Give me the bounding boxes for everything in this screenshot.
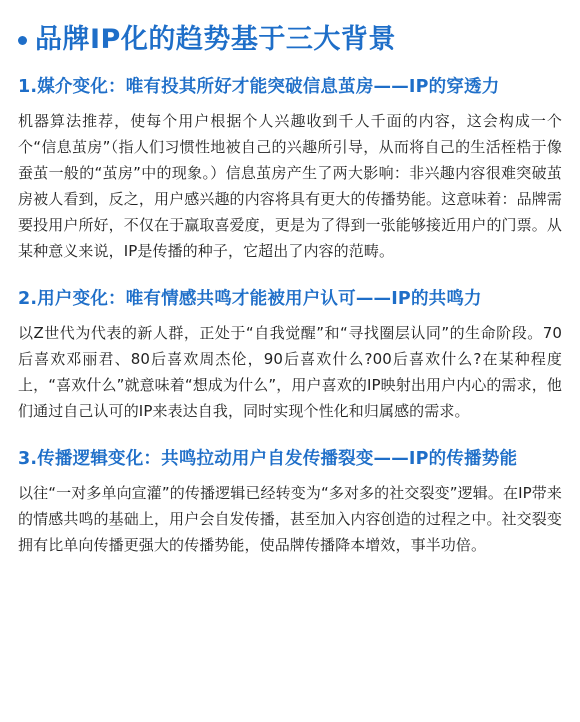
section-communication-logic-change — [18, 446, 562, 558]
section-heading: 2.用户变化：唯有情感共鸣才能被用户认可——IP的共鸣力 — [18, 289, 482, 309]
section-paragraph: 机器算法推荐，使每个用户根据个人兴趣收到千人千面的内容，这会构成一个个“信息茧房”（指人们习惯性地被自己的兴趣所引导，从而将自己的生活桎梏于像蚕茧一般的“茧房”中的现象。）信息茧房产生了两大影响：非兴趣内容很难突破茧房被人看到，反之，用户感兴趣的内容将具有更大的传播势能。这意味着：品牌需要投用户所好，不仅在于赢取喜爱度，更是为了得到一张能够接近用户的门票。从某种意义来说，IP是传播的种子，它超出了内容的范畴。 — [18, 112, 562, 260]
section-paragraph: 以往“一对多单向宣灌”的传播逻辑已经转变为“多对多的社交裂变”逻辑。在IP带来的情感共鸣的基础上，用户会自发传播，甚至加入内容创造的过程之中。社交裂变拥有比单向传播更强大的传播势能，使品牌传播降本增效，事半功倍。 — [18, 484, 562, 554]
section-heading: 3.传播逻辑变化：共鸣拉动用户自发传播裂变——IP的传播势能 — [18, 449, 518, 469]
section-heading: 1.媒介变化：唯有投其所好才能突破信息茧房——IP的穿透力 — [18, 77, 500, 97]
page-title: 品牌IP化的趋势基于三大背景 — [35, 24, 396, 55]
section-paragraph: 以Z世代为代表的新人群，正处于“自我觉醒”和“寻找圈层认同”的生命阶段。70后喜欢邓丽君、80后喜欢周杰伦，90后喜欢什么?00后喜欢什么?在某种程度上，“喜欢什么”就意味着“想成为什么”，用户喜欢的IP映射出用户内心的需求，他们通过自己认可的IP来表达自我，同时实现个性化和归属感的需求。 — [18, 324, 562, 420]
section-media-change — [18, 74, 562, 264]
title-row — [18, 18, 562, 62]
section-user-change — [18, 286, 562, 424]
bullet-dot-icon — [18, 36, 27, 45]
